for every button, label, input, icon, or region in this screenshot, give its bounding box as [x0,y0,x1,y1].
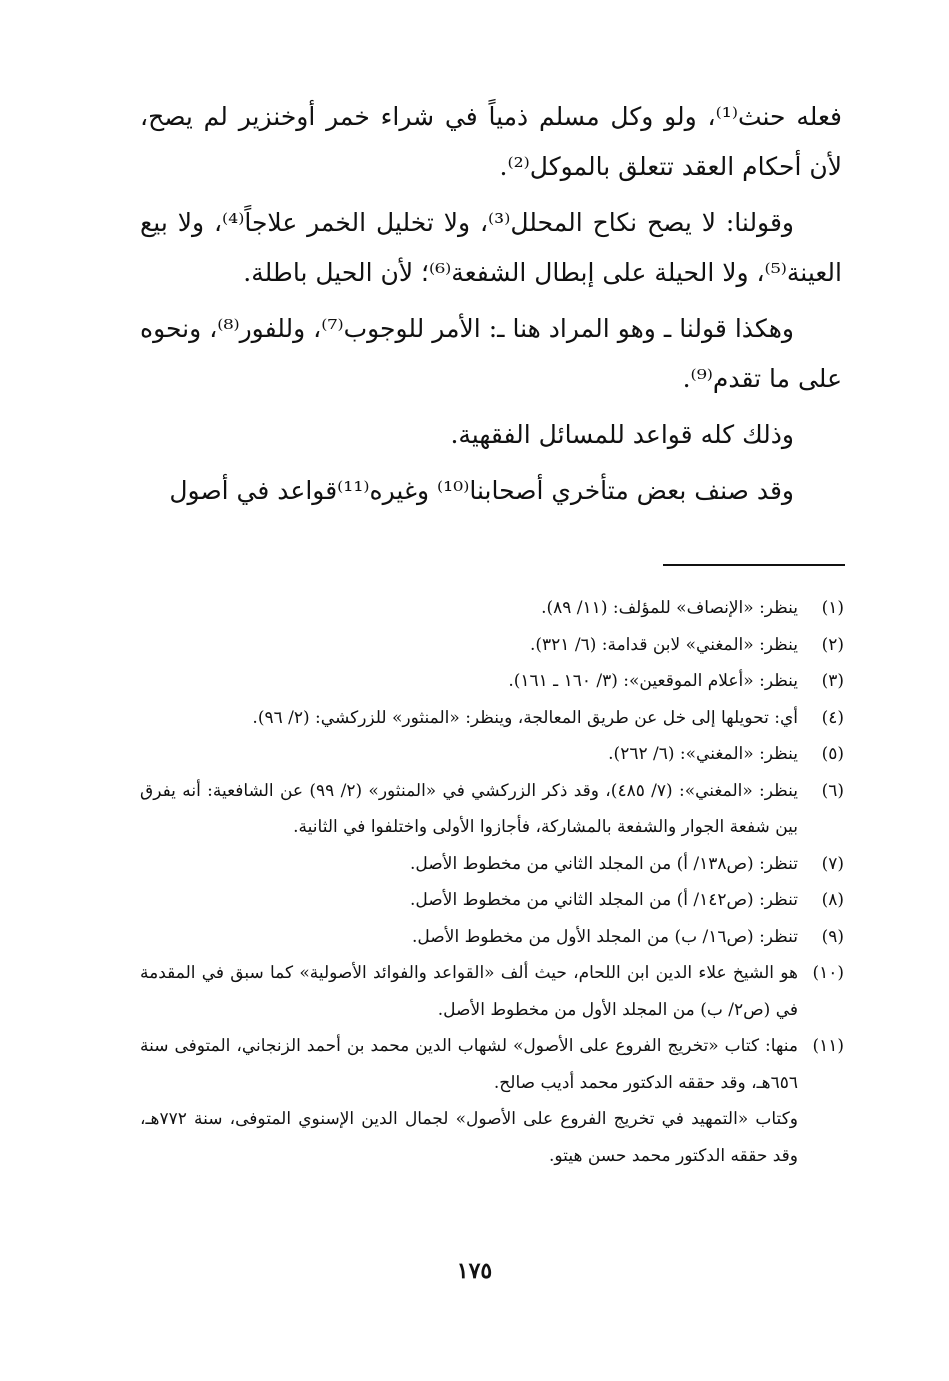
footnote-number: (٥) [821,744,844,764]
footnote-number: (٧) [821,853,844,874]
footnote-8 [140,882,844,919]
footnote-number: (٦) [821,780,844,801]
footnote-11 [140,1028,844,1101]
paragraph-3: وهكذا قولنا ـ وهو المراد هنا ـ: الأمر للوجوب⁽⁷⁾، وللفور⁽⁸⁾، ونحوه على ما تقدم⁽⁹⁾. [140,314,842,393]
footnote-number: (٩) [821,926,844,947]
footnote-number: (١٠) [812,963,844,983]
footnote-number: (٤) [821,707,844,728]
footnote-number: (١) [821,598,844,618]
footnote-5 [140,736,844,773]
footnote-9 [140,919,844,956]
footnote-7 [140,846,844,883]
footnote-11-continuation: وكتاب «التمهيد في تخريج الفروع على الأصول» لجمال الدين الإسنوي المتوفى، سنة ٧٧٢هـ، وقد حققه الدكتور محمد حسن هيتو. [140,1109,798,1166]
footnote-2 [140,627,844,664]
footnote-text: أي: تحويلها إلى خل عن طريق المعالجة، وينظر: «المنثور» للزركشي: (٢/ ٩٦). [252,707,798,728]
footnote-separator [663,564,845,566]
main-text [140,92,842,522]
footnote-text: تنظر: (ص١٤٢/ أ) من المجلد الثاني من مخطوط الأصل. [410,890,798,910]
footnote-text: تنظر: (ص١٦/ ب) من المجلد الأول من مخطوط الأصل. [412,926,798,947]
footnote-text: ينظر: «أعلام الموقعين»: (٣/ ١٦٠ ـ ١٦١). [508,671,798,691]
paragraph-5: وقد صنف بعض متأخري أصحابنا⁽¹⁰⁾ وغيره⁽¹¹⁾قواعد في أصول [169,476,794,505]
footnote-number: (١١) [812,1036,844,1056]
footnote-10 [140,955,844,1028]
paragraph-4: وذلك كله قواعد للمسائل الفقهية. [450,420,794,449]
footnote-text: ينظر: «المغني»: (٦/ ٢٦٢). [608,744,798,764]
footnote-1 [140,590,844,627]
footnote-number: (٨) [821,890,844,910]
footnote-text: منها: كتاب «تخريج الفروع على الأصول» لشهاب الدين محمد بن أحمد الزنجاني، المتوفى سنة ٦٥٦هـ، وقد حققه الدكتور محمد أديب صالح. [140,1036,798,1093]
footnote-number: (٢) [821,634,844,655]
footnote-text: تنظر: (ص١٣٨/ أ) من المجلد الثاني من مخطوط الأصل. [410,853,798,874]
footnote-3 [140,663,844,700]
paragraph-1: فعله حنث⁽¹⁾، ولو وكل مسلم ذمياً في شراء خمر أوخنزير لم يصح، لأن أحكام العقد تتعلق بالموكل⁽²⁾. [140,102,843,181]
footnote-text: ينظر: «الإنصاف» للمؤلف: (١١/ ٨٩). [541,598,798,618]
footnote-6 [140,773,844,846]
footnotes [140,590,844,1174]
paragraph-2: وقولنا: لا يصح نكاح المحلل⁽³⁾، ولا تخليل الخمر علاجاً⁽⁴⁾، ولا بيع العينة⁽⁵⁾، ولا الحيلة على إبطال الشفعة⁽⁶⁾؛ لأن الحيل باطلة. [140,208,842,287]
page-number: ١٧٥ [456,1258,493,1284]
footnote-text: هو الشيخ علاء الدين ابن اللحام، حيث ألف «القواعد والفوائد الأصولية» كما سبق في المقدمة في (ص٢/ ب) من المجلد الأول من مخطوط الأصل. [140,963,798,1020]
footnote-4 [140,700,844,737]
footnote-number: (٣) [821,671,844,691]
footnote-text: ينظر: «المغني» لابن قدامة: (٦/ ٣٢١). [529,634,798,655]
footnote-text: ينظر: «المغني»: (٧/ ٤٨٥)، وقد ذكر الزركشي في «المنثور» (٢/ ٩٩) عن الشافعية: أنه يفرق بين شفعة الجوار والشفعة بالمشاركة، فأجازوا الأولى واختلفوا في الثانية. [140,780,798,837]
